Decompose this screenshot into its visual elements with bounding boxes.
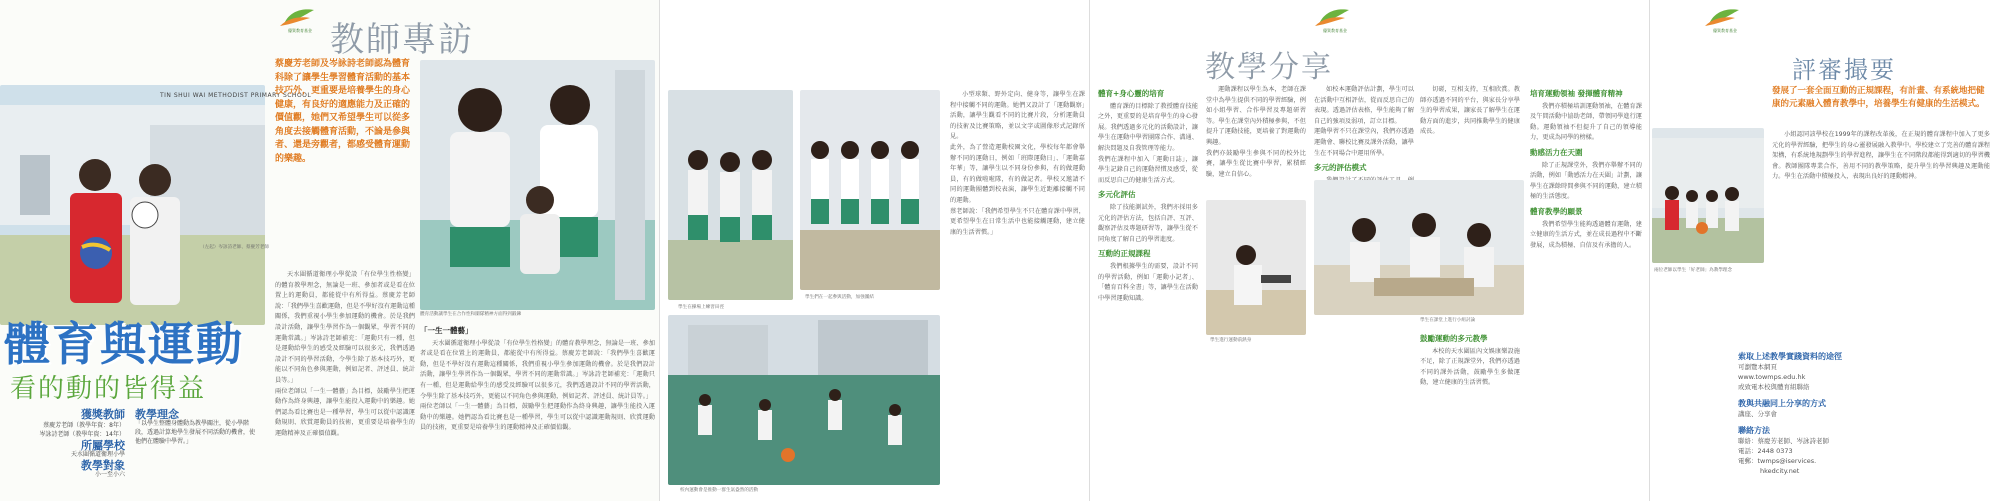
more-info-line-1: 可瀏覽本網頁 bbox=[1738, 363, 1777, 371]
col5-paragraph-3: 我們希望學生能夠透過體育運動，建立健康的生活方式，並在成長過程中不斷發展，成為積極、自信及有承擔的人。 bbox=[1530, 220, 1642, 249]
col4-paragraph: 本校的天水圍區內文娛康樂設施不足，除了正規課堂外，我們亦透過不同的課外活動，鼓勵學生多做運動，建立健康的生活習慣。 bbox=[1420, 347, 1520, 387]
page-photos bbox=[660, 0, 1090, 501]
school-value: 天水圍循道衛理小學 bbox=[70, 451, 125, 458]
contact-label: 聯絡方法 bbox=[1738, 426, 1770, 435]
photo-caption-warmup: 學生進行運動前熱身 bbox=[1210, 338, 1252, 343]
activity-caption: 體育活動讓學生在合作性和團隊精神方面得到鍛鍊 bbox=[420, 312, 522, 317]
feature-subtitle: 看的動的皆得益 bbox=[10, 374, 207, 404]
feature-title: 體育與運動 bbox=[4, 317, 244, 371]
school-sign: TIN SHUI WAI METHODIST PRIMARY SCHOOL bbox=[160, 92, 312, 99]
article-body-left bbox=[275, 270, 415, 495]
col1-heading: 體育+身心靈的培育 bbox=[1098, 89, 1165, 98]
philosophy-label: 教學理念 bbox=[135, 408, 179, 421]
page2-body bbox=[950, 90, 1085, 490]
col5-subheading: 動感活力在天圍 bbox=[1530, 147, 1583, 157]
photo-caption-classroom: 學生在課堂上進行小組討論 bbox=[1420, 318, 1476, 323]
logo-text: 優質教育基金 bbox=[1713, 28, 1737, 33]
col5-subheading-2: 體育教學的願景 bbox=[1530, 206, 1583, 216]
philosophy-value: 「以學生整體身體動為教學關注，從小學階段，透過計算地學生發展不同活動的機會，使他們在體驗中學習。」 bbox=[135, 420, 256, 445]
classroom-photo bbox=[1314, 180, 1524, 315]
teachers-photo bbox=[0, 85, 265, 325]
col-3b bbox=[1420, 85, 1520, 175]
photo-caption-2: 學生們在一起參與活動，加強團結 bbox=[805, 295, 874, 300]
col5-paragraph-2: 除了正規課堂外，我們亦舉辦不同的活動，例如「動感活力在天圍」計劃，讓學生在課餘時間參與不同的運動，建立積極的生活態度。 bbox=[1530, 161, 1642, 201]
col-1 bbox=[1098, 85, 1198, 495]
share-label: 教與共融同上分享的方式 bbox=[1738, 399, 1826, 408]
photo-caption-1: 學生在操場上練習田徑 bbox=[678, 305, 724, 310]
share-value: 講座、分享會 bbox=[1738, 410, 1777, 418]
section-heading: 「一生一體藝」 bbox=[420, 326, 473, 335]
col3b-paragraph: 切磋，互相支持，互相欣賞。教師亦透過不同的平台，與家長分享學生的學習成果，讓家長了解學生在運動方面的進步，共同推動學生的健康成長。 bbox=[1420, 86, 1520, 136]
qef-logo-2 bbox=[1305, 6, 1359, 36]
page-title: 教師專訪 bbox=[330, 20, 474, 60]
more-info-line-2: 或致電本校與體育組聯絡 bbox=[1738, 383, 1810, 391]
review-photo-caption: 兩位老師以學生「好老師」為教學理念 bbox=[1654, 268, 1733, 273]
target-value: 小一至小六 bbox=[94, 471, 125, 478]
col1-subheading: 多元化評估 bbox=[1098, 190, 1136, 200]
col4-subheading: 鼓勵運動的多元教學 bbox=[1420, 334, 1488, 343]
page-teacher-interview bbox=[0, 0, 660, 501]
contact-person: 聯絡：蔡慶芳老師、岑詠詩老師 bbox=[1738, 437, 1829, 445]
qef-logo bbox=[270, 6, 324, 36]
review-title: 評審撮要 bbox=[1792, 56, 1896, 84]
warmup-photo bbox=[1206, 200, 1306, 335]
logo-text: 優質教育基金 bbox=[1323, 28, 1347, 33]
more-info-url[interactable]: www.towmps.edu.hk bbox=[1738, 373, 1806, 381]
review-paragraph: 小組認同該學校在1999年的課程改革後，在正規的體育課程中加入了更多元化的學習經驗，把學生的身心靈發展融入教學中。學校建立了完善的體育課程架構，有系統地規劃學生的學習進程，讓學生在不同階段都能得到適切的學習機會。教師團隊專業合作，善用不同的教學策略，提升學生的學習興趣及運動能力。學生在活動中積極投入，表現出良好的運動精神。 bbox=[1772, 131, 1990, 181]
review-lead: 發展了一套全面互動的正規課程，有計畫、有系統地把健康的元素融入體育教學中，培養學生有健康的生活模式。 bbox=[1772, 86, 1985, 109]
photo-caption: （左起）岑詠詩老師、蔡慶芳老師 bbox=[200, 245, 269, 250]
photo-caption-3: 校內運動會是推動一群生氣盎然的活動 bbox=[680, 488, 759, 493]
sports-field-photo bbox=[668, 315, 940, 485]
col2-paragraph: 運動課程以學生為本，老師在課堂中為學生提供不同的學習經驗，例如小組學習、合作學習及專題研習等。學生在課堂內外積極參與，不但提升了運動技能，更培養了對運動的興趣。 我們亦鼓勵學生參與不同的校外比賽，讓學生從比賽中學習，累積經驗，建立自信心。 bbox=[1206, 86, 1306, 178]
contact-phone: 電話：2448 0373 bbox=[1738, 447, 1793, 455]
intro-paragraph: 蔡慶芳老師及岑詠詩老師認為體育科除了讓學生學習體育活動的基本技巧外，更重要是培養學生的身心健康，有良好的適應能力及正確的價值觀，她們又希望學生可以從多角度去接觸體育活動，不論是參與者、還是旁觀者，都感受體育運動的樂趣。 bbox=[275, 59, 411, 164]
qef-logo-3 bbox=[1695, 6, 1749, 36]
info-box bbox=[1738, 345, 1878, 476]
logo-text: 優質教育基金 bbox=[288, 28, 312, 33]
awarded-teachers-label: 獲獎教師 bbox=[81, 408, 125, 421]
page2-paragraph: 小型球類、野外定向、健身等，讓學生在課程中接觸不同的運動。她們又設計了「運動觀察」活動，讓學生觀看不同的比賽片段，分析運動員的技術及比賽策略，並以文字或圖像形式記錄所見。 此外，為了營造運動校園文化，學校每年都會舉辦不同的運動日，例如「班際運動日」、「運動嘉年華」等，讓學生以不同身份參與，有的做運動員，有的做啦啦隊，有的做記者。學校又邀請不同的運動團體到校表演，讓學生近距離接觸不同的運動。 蔡老師說：「我們希望學生不只在體育課中學習，更希望學生在日常生活中也能接觸運動，建立健康的生活習慣。」 bbox=[950, 91, 1085, 236]
page-teaching-sharing bbox=[1090, 0, 1650, 501]
col-4 bbox=[1420, 330, 1520, 495]
section-title: 教學分享 bbox=[1205, 50, 1333, 85]
school-label: 所屬學校 bbox=[81, 439, 125, 452]
more-info-label: 索取上述教學實踐資料的途徑 bbox=[1738, 352, 1842, 361]
col5-heading: 培育運動領袖 發揮體育精神 bbox=[1530, 89, 1623, 98]
contact-email-domain: hkedcity.net bbox=[1760, 467, 1800, 475]
col-5 bbox=[1530, 85, 1642, 495]
col5-paragraph: 我們亦積極培訓運動領袖，在體育課及午間活動中協助老師，帶領同學進行運動。運動領袖不但提升了自己的領導能力，更成為同學的榜樣。 bbox=[1530, 102, 1642, 142]
target-label: 教學對象 bbox=[81, 459, 125, 472]
contact-email[interactable]: 電郵：twmps@iservices. bbox=[1738, 457, 1817, 465]
col3-paragraph: 如校本運動評估計劃，學生可以在活動中互相評估，從而反思自己的表現。透過評估表格，學生能夠了解自己的強項及弱項，訂立目標。 運動學習不只在課堂內，我們亦透過運動會、聯校比賽及課外活動，讓學生在不同場合中運用所學。 bbox=[1314, 86, 1414, 157]
article-paragraph: 天水圍循道衛理小學從設「有位學生性格變」的體育教學理念，無論是一班、參加者或是看在位置上的運動員，都能從中有所得益。蔡慶芳老師說：「我們學生喜歡運動，但是不學好沒有運動這種關係，我們重視小學生參加運動的機會。於是我們設計活動，讓學生學習作為一個觀眾，學習不同的運動常識。」岑詠詩老師補充：「運動只有一種，但是運動給學生的感受及經驗可以很多元，我們透過設計不同的學習活動，令學生除了基本技巧外，更能以不同角色參與運動，例如記者、評述員、統計員等。」 兩位老師以「一生一體藝」為目標，鼓勵學生把運動作為終身興趣，讓學生能投入運動中的樂趣。她們認為看比賽也是一種學習，學生可以從中認識運動規則、欣賞運動員的技術，更重要是培養學生的運動精神及正確價值觀。 bbox=[275, 271, 415, 437]
col1-paragraph: 體育課的目標除了教授體育技能之外，更重要的是培育學生的身心發展。我們透過多元化的活動設計，讓學生在運動中學習團隊合作、溝通、解決問題及自我管理等能力。 我們在課程中加入「運動日誌」，讓學生記錄自己的運動習慣及感受，從而反思自己的健康生活方式。 bbox=[1098, 102, 1198, 184]
col-2 bbox=[1206, 85, 1306, 195]
pe-activity-photo bbox=[420, 60, 655, 310]
article-paragraph-2: 天水圍循道衛理小學從設「有位學生性格變」的體育教學理念，無論是一班、參加者或是看在位置上的運動員，都能從中有所得益。蔡慶芳老師說：「我們學生喜歡運動，但是不學好沒有運動這種關係，我們重視小學生參加運動的機會。於是我們設計活動，讓學生學習作為一個觀眾，學習不同的運動常識。」岑詠詩老師補充：「運動只有一種，但是運動給學生的感受及經驗可以很多元，我們透過設計不同的學習活動，令學生除了基本技巧外，更能以不同角色參與運動，例如記者、評述員、統計員等。」 兩位老師以「一生一體藝」為目標，鼓勵學生把運動作為終身興趣，讓學生能投入運動中的樂趣。她們認為看比賽也是一種學習，學生可以從中認識運動規則、欣賞運動員的技術，更重要是培養學生的運動精神及正確價值觀。 bbox=[420, 339, 655, 432]
col1-subheading-2: 互動的正規課程 bbox=[1098, 249, 1151, 259]
article-body-right bbox=[420, 322, 655, 492]
teachers-students-photo bbox=[1652, 128, 1764, 263]
page-review-summary bbox=[1650, 0, 2000, 501]
students-line-photo bbox=[800, 90, 940, 290]
col1-paragraph-2: 除了技能測試外，我們亦採用多元化的評估方法，包括自評、互評、觀察評估及專題研習等，讓學生從不同角度了解自己的學習進度。 bbox=[1098, 203, 1198, 243]
col3-subheading: 多元的評估模式 bbox=[1314, 163, 1367, 173]
col1-paragraph-3: 我們根據學生的需要，設計不同的學習活動，例如「運動小記者」、「體育百科全書」等，讓學生在活動中學習運動知識。 bbox=[1098, 262, 1198, 302]
awarded-teachers-value: 蔡慶芳老師（教學年資：8年） 岑詠詩老師（教學年資：14年） bbox=[39, 422, 125, 438]
review-body bbox=[1772, 130, 1990, 300]
students-group-photo bbox=[668, 90, 793, 300]
